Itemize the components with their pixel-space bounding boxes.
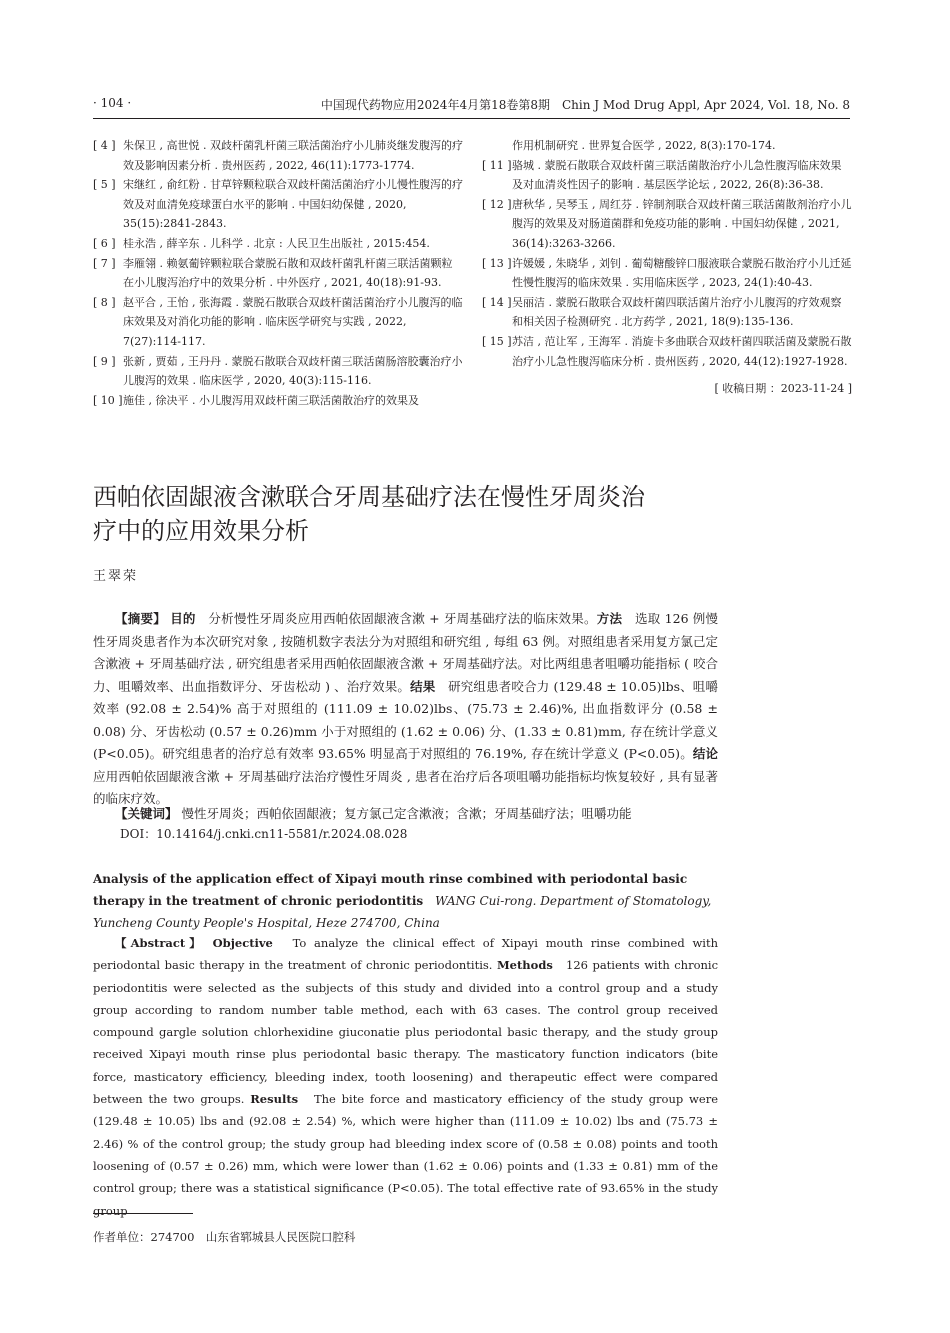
reference-item xyxy=(482,254,852,293)
keywords-label: 【关键词】 xyxy=(115,806,178,821)
received-date: [ 收稿日期 ：2023-11-24 ] xyxy=(714,382,852,396)
keywords xyxy=(115,803,715,825)
author-name: 王翠荣 xyxy=(93,569,139,584)
en-methods-label: Methods xyxy=(496,958,553,973)
reference-number: [ 12 ] xyxy=(482,197,512,211)
reference-text: 宋继红 , 俞红粉 . 甘草锌颗粒联合双歧杆菌活菌治疗小儿慢性腹泻的疗效及对血清免疫球蛋白水平的影响 . 中国妇幼保健 , 2020, 35(15):2841-2843. xyxy=(123,178,463,231)
reference-item xyxy=(482,332,852,371)
reference-number: [ 15 ] xyxy=(482,334,512,348)
reference-item xyxy=(93,352,463,391)
en-methods-text: 126 patients with chronic periodontitis were selected as the subjects of this study and divided into a control group and a study group according to random number table method, each with 63 cases. The control group received compound gargle solution chlorhexidine giuconatie plus periodontal basic therapy, and the study group received Xipayi mouth rinse plus periodontal basic therapy. The masticatory function indicators (bite force, masticatory efficiency, bleeding index, tooth loosening) and therapeutic effect were compared between the two groups. xyxy=(93,958,719,1107)
reference-text: 张新 , 贾茹 , 王丹丹 . 蒙脱石散联合双歧杆菌三联活菌肠溶胶囊治疗小儿腹泻的效果 . 临床医学 , 2020, 40(3):115-116. xyxy=(123,354,463,388)
reference-item xyxy=(482,293,852,332)
journal-citation: 中国现代药物应用2024年4月第18卷第8期 Chin J Mod Drug Appl, Apr 2024, Vol. 18, No. 8 xyxy=(320,98,850,112)
reference-item xyxy=(482,136,852,156)
reference-number: [ 9 ] xyxy=(93,354,116,368)
reference-item xyxy=(93,234,463,254)
reference-text: 苏洁 , 范让军 , 王海军 . 消旋卡多曲联合双歧杆菌四联活菌及蒙脱石散治疗小儿急性腹泻临床分析 . 贵州医药 , 2020, 44(12):1927-1928. xyxy=(512,334,852,368)
reference-number: [ 13 ] xyxy=(482,256,512,270)
author-affiliation-footnote: 作者单位：274700 山东省郓城县人民医院口腔科 xyxy=(93,1230,356,1244)
reference-item xyxy=(93,136,463,175)
conclusion-label: 结论 xyxy=(692,746,718,761)
page-number: · 104 · xyxy=(93,96,132,110)
reference-number: [ 8 ] xyxy=(93,295,116,309)
reference-number: [ 11 ] xyxy=(482,158,512,172)
conclusion-text: 应用西帕依固龈液含漱 + 牙周基础疗法治疗慢性牙周炎 , 患者在治疗后各项咀嚼功能指标均恢复较好 , 具有显著的临床疗效。 xyxy=(93,768,718,806)
english-affiliation: WANG Cui-rong. Department of Stomatology, Yuncheng County People's Hospital, Heze 274700, China xyxy=(93,894,712,930)
methods-text: 选取 126 例慢性牙周炎患者作为本次研究对象 , 按随机数字表法分为对照组和研究组 , 每组 63 例。对照组患者采用复方氯己定含漱液 + 牙周基础疗法 , 研究组患者采用西帕依固龈液含漱 + 牙周基础疗法。对比两组患者咀嚼功能指标 ( 咬合力、咀嚼效率、出血指数评分、牙齿松动 ) 、治疗效果。 xyxy=(93,611,718,694)
reference-text: 施佳 , 徐决平 . 小儿腹泻用双歧杆菌三联活菌散治疗的效果及 xyxy=(123,393,419,407)
english-title-block xyxy=(93,868,718,934)
reference-text: 赵平合 , 王怡 , 张海霞 . 蒙脱石散联合双歧杆菌活菌治疗小儿腹泻的临床效果及对消化功能的影响 . 临床医学研究与实践 , 2022, 7(27):114-117. xyxy=(123,295,463,348)
objective-label: 目的 xyxy=(170,611,196,626)
reference-number: [ 4 ] xyxy=(93,139,116,152)
methods-label: 方法 xyxy=(596,611,623,626)
abstract-english xyxy=(93,932,718,1222)
footnote-divider xyxy=(93,1213,193,1214)
running-header xyxy=(93,96,850,119)
en-abstract-label: 【Abstract】 xyxy=(115,936,205,950)
reference-number: [ 14 ] xyxy=(482,295,512,309)
abstract-label: 【摘要】 xyxy=(115,611,166,626)
en-objective-text: To analyze the clinical effect of Xipayi mouth rinse combined with periodontal basic therapy in the treatment of chronic periodontitis. xyxy=(93,936,719,973)
results-label: 结果 xyxy=(410,678,436,694)
reference-text: 唐秋华 , 吴琴玉 , 周红芬 . 锌制剂联合双歧杆菌三联活菌散剂治疗小儿腹泻的效果及对肠道菌群和免疫功能的影响 . 中国妇幼保健 , 2021, 36(14):3263-3266. xyxy=(512,197,852,250)
reference-text: 朱保卫 , 高世悦 . 双歧杆菌乳杆菌三联活菌治疗小儿肺炎继发腹泻的疗效及影响因素分析 . 贵州医药 , 2022, 46(11):1773-1774. xyxy=(123,139,463,172)
reference-text: 许媛媛 , 朱晓华 , 刘钊 . 葡萄糖酸锌口服液联合蒙脱石散治疗小儿迁延性慢性腹泻的临床效果 . 实用临床医学 , 2023, 24(1):40-43. xyxy=(512,256,852,290)
reference-item xyxy=(93,254,463,293)
en-objective-label: Objective xyxy=(212,936,273,950)
reference-item xyxy=(482,195,852,254)
reference-item xyxy=(93,391,463,411)
reference-text: 作用机制研究 . 世界复合医学 , 2022, 8(3):170-174. xyxy=(512,139,776,152)
keywords-text: 慢性牙周炎；西帕依固龈液；复方氯己定含漱液；含漱；牙周基础疗法；咀嚼功能 xyxy=(181,806,632,821)
reference-text: 吴丽洁 . 蒙脱石散联合双歧杆菌四联活菌片治疗小儿腹泻的疗效观察和相关因子检测研究 . 北方药学 , 2021, 18(9):135-136. xyxy=(512,295,842,329)
abstract-chinese xyxy=(93,608,718,811)
reference-text: 骆城 . 蒙脱石散联合双歧杆菌三联活菌散治疗小儿急性腹泻临床效果及对血清炎性因子的影响 . 基层医学论坛 , 2022, 26(8):36-38. xyxy=(512,158,842,192)
reference-item xyxy=(93,175,463,234)
doi: DOI：10.14164/j.cnki.cn11-5581/r.2024.08.028 xyxy=(120,827,408,841)
results-text: 研究组患者咬合力 (129.48 ± 10.05)lbs、咀嚼效率 (92.08 ± 2.54)% 高于对照组的 (111.09 ± 10.02)lbs、(75.73 ± 2.46)%, 出血指数评分 (0.58 ± 0.08) 分、牙齿松动 (0.57 ± 0.26)mm 小于对照组的 (1.62 ± 0.06) 分、(1.33 ± 0.81)mm, 存在统计学意义 (P<0.05)。研究组患者的治疗总有效率 93.65% 明显高于对照组的 76.19%, 存在统计学意义 (P<0.05)。 xyxy=(93,678,718,761)
english-title: Analysis of the application effect of Xipayi mouth rinse combined with periodontal basic therapy in the treatment of chronic periodontitis xyxy=(93,872,688,908)
en-results-label: Results xyxy=(250,1092,299,1107)
reference-number: [ 10 ] xyxy=(93,393,123,407)
objective-text: 分析慢性牙周炎应用西帕依固龈液含漱 + 牙周基础疗法的临床效果。 xyxy=(208,611,597,626)
references-right-column xyxy=(482,136,852,399)
references-left-column xyxy=(93,136,463,410)
reference-text: 桂永浩 , 薛辛东 . 儿科学 . 北京 : 人民卫生出版社 , 2015:454. xyxy=(123,236,430,250)
reference-number: [ 6 ] xyxy=(93,236,116,250)
reference-item xyxy=(93,293,463,352)
reference-item xyxy=(482,156,852,195)
reference-text: 李雁翎 . 赖氨葡锌颗粒联合蒙脱石散和双歧杆菌乳杆菌三联活菌颗粒在小儿腹泻治疗中的效果分析 . 中外医疗 , 2021, 40(18):91-93. xyxy=(123,256,453,290)
reference-number: [ 5 ] xyxy=(93,178,116,192)
reference-number: [ 7 ] xyxy=(93,256,116,270)
en-results-text: The bite force and masticatory efficiency of the study group were (129.48 ± 10.05) lbs and (92.08 ± 2.54) %, which were higher than (111.09 ± 10.02) lbs and (75.73 ± 2.46) % of the control group; the study group had bleeding index score of (0.58 ± 0.08) points and tooth loosening of (0.57 ± 0.26) mm, which were lower than (1.62 ± 0.06) points and (1.33 ± 0.81) mm of the control group; there was a statistical significance (P<0.05). The total effective rate of 93.65% in the study group xyxy=(93,1092,719,1218)
article-title: 西帕依固龈液含漱联合牙周基础疗法在慢性牙周炎治疗中的应用效果分析 xyxy=(93,483,645,545)
